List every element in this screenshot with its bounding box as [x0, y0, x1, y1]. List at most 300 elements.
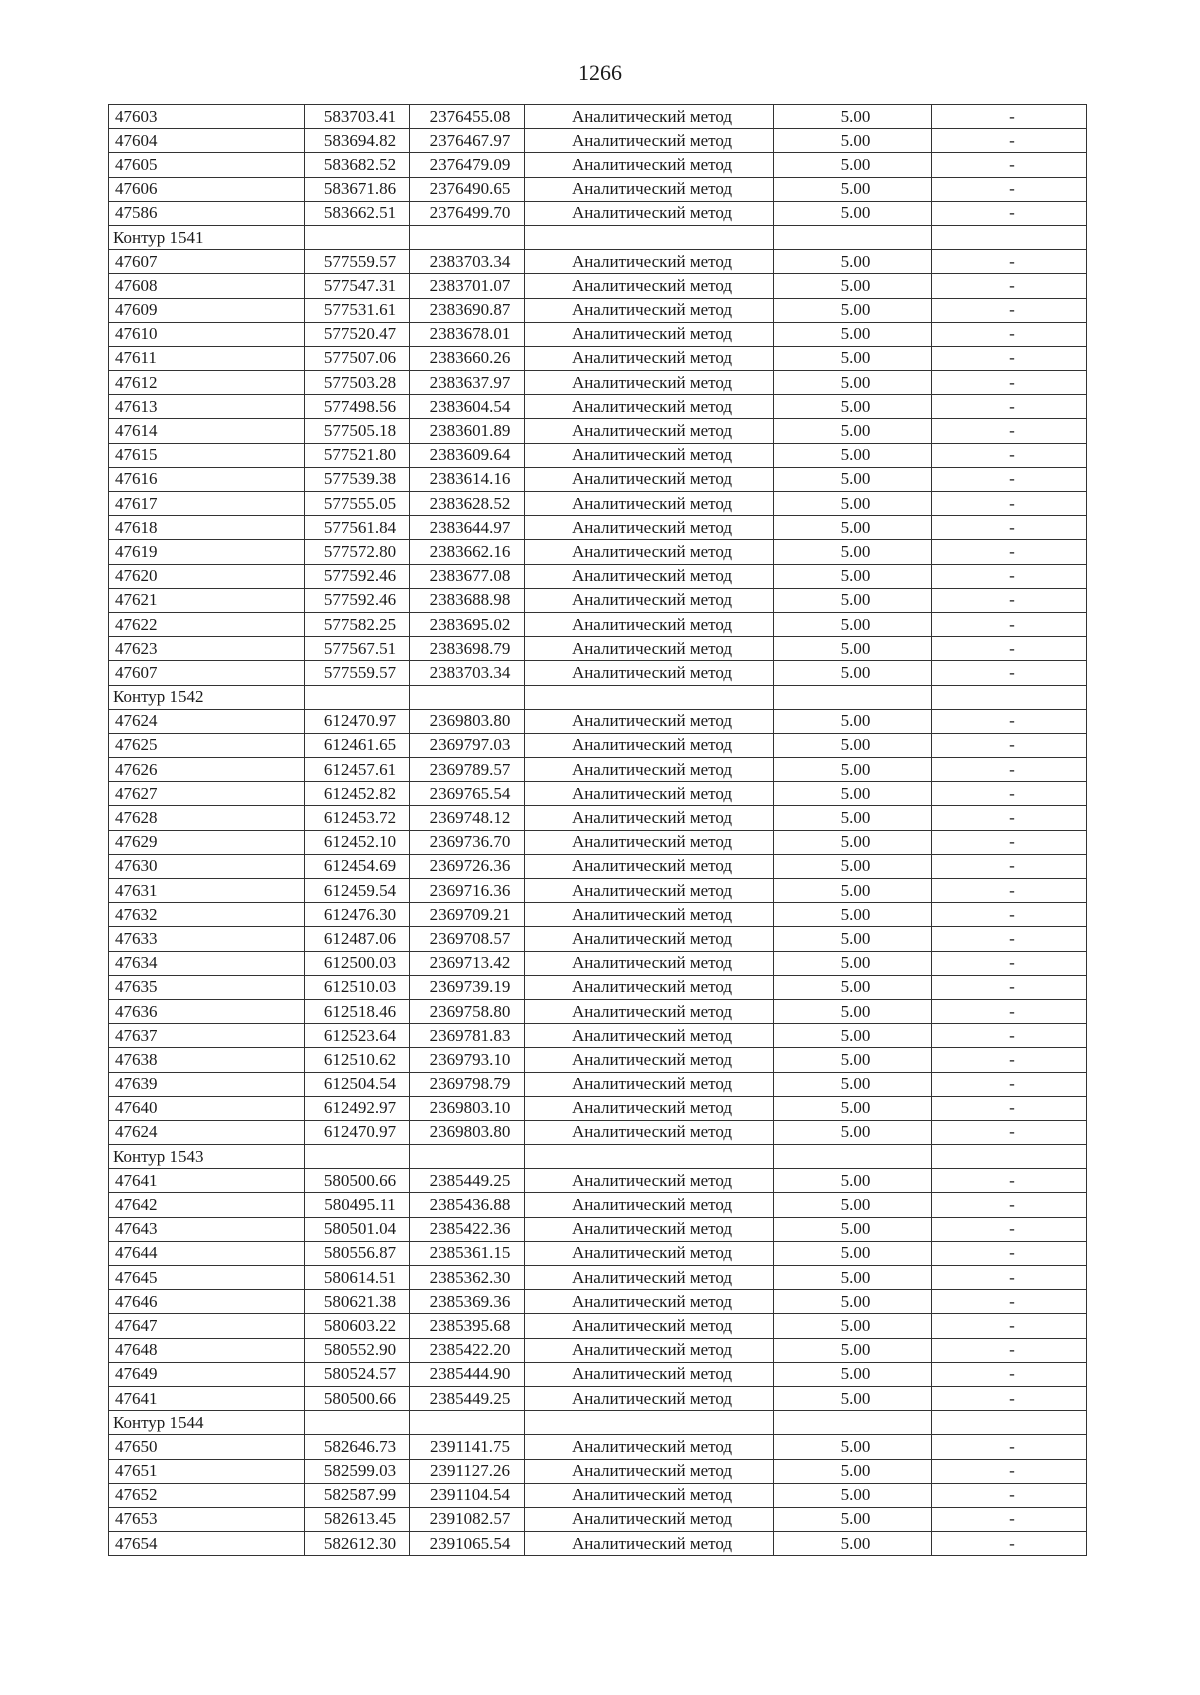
accuracy-cell: 5.00	[774, 588, 932, 612]
point-number-cell: 47645	[109, 1266, 305, 1290]
x-coordinate-cell: 577559.57	[305, 250, 410, 274]
accuracy-cell: 5.00	[774, 1386, 932, 1410]
x-coordinate-cell: 612452.82	[305, 782, 410, 806]
note-cell: -	[932, 346, 1087, 370]
point-number-cell: 47610	[109, 322, 305, 346]
method-cell: Аналитический метод	[525, 1096, 774, 1120]
method-cell: Аналитический метод	[525, 322, 774, 346]
point-number-cell: 47604	[109, 129, 305, 153]
y-coordinate-cell: 2385449.25	[410, 1169, 525, 1193]
table-row	[109, 1338, 1087, 1362]
note-cell: -	[932, 1483, 1087, 1507]
note-cell: -	[932, 806, 1087, 830]
note-cell: -	[932, 177, 1087, 201]
x-coordinate-cell: 612470.97	[305, 1120, 410, 1144]
method-cell: Аналитический метод	[525, 371, 774, 395]
y-coordinate-cell: 2383601.89	[410, 419, 525, 443]
accuracy-cell: 5.00	[774, 443, 932, 467]
point-number-cell: 47642	[109, 1193, 305, 1217]
table-row	[109, 153, 1087, 177]
accuracy-cell: 5.00	[774, 854, 932, 878]
x-coordinate-cell: 577582.25	[305, 612, 410, 636]
x-coordinate-cell: 582612.30	[305, 1532, 410, 1556]
table-row	[109, 298, 1087, 322]
method-cell: Аналитический метод	[525, 1532, 774, 1556]
x-coordinate-cell: 612454.69	[305, 854, 410, 878]
accuracy-cell: 5.00	[774, 637, 932, 661]
note-cell: -	[932, 951, 1087, 975]
x-coordinate-cell: 582613.45	[305, 1507, 410, 1531]
accuracy-cell: 5.00	[774, 129, 932, 153]
note-cell: -	[932, 733, 1087, 757]
empty-cell	[410, 685, 525, 709]
accuracy-cell: 5.00	[774, 1532, 932, 1556]
accuracy-cell: 5.00	[774, 1096, 932, 1120]
point-number-cell: 47609	[109, 298, 305, 322]
table-row	[109, 999, 1087, 1023]
y-coordinate-cell: 2383637.97	[410, 371, 525, 395]
method-cell: Аналитический метод	[525, 999, 774, 1023]
x-coordinate-cell: 580556.87	[305, 1241, 410, 1265]
method-cell: Аналитический метод	[525, 105, 774, 129]
y-coordinate-cell: 2383703.34	[410, 661, 525, 685]
method-cell: Аналитический метод	[525, 1338, 774, 1362]
accuracy-cell: 5.00	[774, 975, 932, 999]
x-coordinate-cell: 612452.10	[305, 830, 410, 854]
point-number-cell: 47651	[109, 1459, 305, 1483]
table-row	[109, 782, 1087, 806]
point-number-cell: 47644	[109, 1241, 305, 1265]
table-row	[109, 951, 1087, 975]
y-coordinate-cell: 2369758.80	[410, 999, 525, 1023]
note-cell: -	[932, 298, 1087, 322]
table-row	[109, 758, 1087, 782]
x-coordinate-cell: 583662.51	[305, 201, 410, 225]
table-row	[109, 1507, 1087, 1531]
empty-cell	[932, 685, 1087, 709]
method-cell: Аналитический метод	[525, 564, 774, 588]
accuracy-cell: 5.00	[774, 153, 932, 177]
y-coordinate-cell: 2369708.57	[410, 927, 525, 951]
method-cell: Аналитический метод	[525, 1169, 774, 1193]
y-coordinate-cell: 2391141.75	[410, 1435, 525, 1459]
x-coordinate-cell: 612492.97	[305, 1096, 410, 1120]
y-coordinate-cell: 2369781.83	[410, 1024, 525, 1048]
note-cell: -	[932, 1290, 1087, 1314]
point-number-cell: 47650	[109, 1435, 305, 1459]
table-row	[109, 1459, 1087, 1483]
point-number-cell: 47641	[109, 1386, 305, 1410]
table-row	[109, 1193, 1087, 1217]
note-cell: -	[932, 1072, 1087, 1096]
empty-cell	[525, 685, 774, 709]
note-cell: -	[932, 129, 1087, 153]
table-row	[109, 1435, 1087, 1459]
method-cell: Аналитический метод	[525, 854, 774, 878]
point-number-cell: 47629	[109, 830, 305, 854]
x-coordinate-cell: 577520.47	[305, 322, 410, 346]
y-coordinate-cell: 2385436.88	[410, 1193, 525, 1217]
note-cell: -	[932, 782, 1087, 806]
point-number-cell: 47630	[109, 854, 305, 878]
empty-cell	[305, 1411, 410, 1435]
empty-cell	[932, 225, 1087, 249]
x-coordinate-cell: 577503.28	[305, 371, 410, 395]
table-row	[109, 612, 1087, 636]
table-row	[109, 1072, 1087, 1096]
method-cell: Аналитический метод	[525, 1386, 774, 1410]
x-coordinate-cell: 577498.56	[305, 395, 410, 419]
accuracy-cell: 5.00	[774, 758, 932, 782]
point-number-cell: 47627	[109, 782, 305, 806]
table-row	[109, 637, 1087, 661]
y-coordinate-cell: 2383662.16	[410, 540, 525, 564]
x-coordinate-cell: 580603.22	[305, 1314, 410, 1338]
table-row	[109, 661, 1087, 685]
note-cell: -	[932, 1048, 1087, 1072]
point-number-cell: 47611	[109, 346, 305, 370]
table-row	[109, 516, 1087, 540]
method-cell: Аналитический метод	[525, 1507, 774, 1531]
note-cell: -	[932, 419, 1087, 443]
x-coordinate-cell: 577507.06	[305, 346, 410, 370]
table-row	[109, 1048, 1087, 1072]
accuracy-cell: 5.00	[774, 1024, 932, 1048]
y-coordinate-cell: 2383703.34	[410, 250, 525, 274]
point-number-cell: 47636	[109, 999, 305, 1023]
table-row	[109, 1169, 1087, 1193]
table-row	[109, 564, 1087, 588]
x-coordinate-cell: 583694.82	[305, 129, 410, 153]
point-number-cell: 47606	[109, 177, 305, 201]
empty-cell	[774, 1145, 932, 1169]
method-cell: Аналитический метод	[525, 637, 774, 661]
y-coordinate-cell: 2369709.21	[410, 903, 525, 927]
note-cell: -	[932, 201, 1087, 225]
method-cell: Аналитический метод	[525, 1241, 774, 1265]
contour-label: Контур 1544	[109, 1411, 305, 1435]
note-cell: -	[932, 322, 1087, 346]
x-coordinate-cell: 577505.18	[305, 419, 410, 443]
table-row	[109, 1532, 1087, 1556]
note-cell: -	[932, 1193, 1087, 1217]
contour-label: Контур 1541	[109, 225, 305, 249]
y-coordinate-cell: 2369716.36	[410, 879, 525, 903]
point-number-cell: 47626	[109, 758, 305, 782]
method-cell: Аналитический метод	[525, 1217, 774, 1241]
table-row	[109, 371, 1087, 395]
accuracy-cell: 5.00	[774, 516, 932, 540]
method-cell: Аналитический метод	[525, 733, 774, 757]
note-cell: -	[932, 1338, 1087, 1362]
x-coordinate-cell: 580495.11	[305, 1193, 410, 1217]
y-coordinate-cell: 2391082.57	[410, 1507, 525, 1531]
empty-cell	[525, 225, 774, 249]
note-cell: -	[932, 1435, 1087, 1459]
table-row	[109, 903, 1087, 927]
method-cell: Аналитический метод	[525, 201, 774, 225]
table-row	[109, 129, 1087, 153]
table-row	[109, 201, 1087, 225]
accuracy-cell: 5.00	[774, 709, 932, 733]
point-number-cell: 47646	[109, 1290, 305, 1314]
x-coordinate-cell: 580621.38	[305, 1290, 410, 1314]
point-number-cell: 47613	[109, 395, 305, 419]
accuracy-cell: 5.00	[774, 1048, 932, 1072]
method-cell: Аналитический метод	[525, 492, 774, 516]
note-cell: -	[932, 661, 1087, 685]
point-number-cell: 47622	[109, 612, 305, 636]
note-cell: -	[932, 371, 1087, 395]
point-number-cell: 47623	[109, 637, 305, 661]
y-coordinate-cell: 2369803.80	[410, 1120, 525, 1144]
note-cell: -	[932, 1266, 1087, 1290]
x-coordinate-cell: 612470.97	[305, 709, 410, 733]
method-cell: Аналитический метод	[525, 1435, 774, 1459]
accuracy-cell: 5.00	[774, 177, 932, 201]
table-row	[109, 443, 1087, 467]
note-cell: -	[932, 274, 1087, 298]
note-cell: -	[932, 927, 1087, 951]
accuracy-cell: 5.00	[774, 492, 932, 516]
x-coordinate-cell: 577555.05	[305, 492, 410, 516]
empty-cell	[525, 1145, 774, 1169]
point-number-cell: 47640	[109, 1096, 305, 1120]
accuracy-cell: 5.00	[774, 1338, 932, 1362]
x-coordinate-cell: 583703.41	[305, 105, 410, 129]
point-number-cell: 47614	[109, 419, 305, 443]
point-number-cell: 47608	[109, 274, 305, 298]
accuracy-cell: 5.00	[774, 903, 932, 927]
method-cell: Аналитический метод	[525, 951, 774, 975]
method-cell: Аналитический метод	[525, 927, 774, 951]
accuracy-cell: 5.00	[774, 1290, 932, 1314]
note-cell: -	[932, 1314, 1087, 1338]
point-number-cell: 47628	[109, 806, 305, 830]
accuracy-cell: 5.00	[774, 1266, 932, 1290]
point-number-cell: 47648	[109, 1338, 305, 1362]
method-cell: Аналитический метод	[525, 419, 774, 443]
table-row	[109, 854, 1087, 878]
x-coordinate-cell: 582599.03	[305, 1459, 410, 1483]
note-cell: -	[932, 709, 1087, 733]
table-row	[109, 879, 1087, 903]
x-coordinate-cell: 612518.46	[305, 999, 410, 1023]
method-cell: Аналитический метод	[525, 274, 774, 298]
method-cell: Аналитический метод	[525, 346, 774, 370]
y-coordinate-cell: 2385422.36	[410, 1217, 525, 1241]
y-coordinate-cell: 2383644.97	[410, 516, 525, 540]
table-row	[109, 927, 1087, 951]
y-coordinate-cell: 2369713.42	[410, 951, 525, 975]
empty-cell	[774, 685, 932, 709]
note-cell: -	[932, 1386, 1087, 1410]
table-row	[109, 492, 1087, 516]
note-cell: -	[932, 153, 1087, 177]
accuracy-cell: 5.00	[774, 540, 932, 564]
accuracy-cell: 5.00	[774, 1362, 932, 1386]
method-cell: Аналитический метод	[525, 830, 774, 854]
method-cell: Аналитический метод	[525, 1290, 774, 1314]
empty-cell	[305, 1145, 410, 1169]
empty-cell	[305, 685, 410, 709]
method-cell: Аналитический метод	[525, 443, 774, 467]
accuracy-cell: 5.00	[774, 1483, 932, 1507]
x-coordinate-cell: 577592.46	[305, 588, 410, 612]
x-coordinate-cell: 577521.80	[305, 443, 410, 467]
accuracy-cell: 5.00	[774, 1435, 932, 1459]
y-coordinate-cell: 2385362.30	[410, 1266, 525, 1290]
accuracy-cell: 5.00	[774, 201, 932, 225]
method-cell: Аналитический метод	[525, 709, 774, 733]
accuracy-cell: 5.00	[774, 733, 932, 757]
contour-row	[109, 1411, 1087, 1435]
method-cell: Аналитический метод	[525, 1314, 774, 1338]
x-coordinate-cell: 577531.61	[305, 298, 410, 322]
point-number-cell: 47616	[109, 467, 305, 491]
table-row	[109, 395, 1087, 419]
method-cell: Аналитический метод	[525, 129, 774, 153]
empty-cell	[410, 1145, 525, 1169]
method-cell: Аналитический метод	[525, 1024, 774, 1048]
accuracy-cell: 5.00	[774, 564, 932, 588]
note-cell: -	[932, 1024, 1087, 1048]
x-coordinate-cell: 612461.65	[305, 733, 410, 757]
y-coordinate-cell: 2385395.68	[410, 1314, 525, 1338]
method-cell: Аналитический метод	[525, 153, 774, 177]
y-coordinate-cell: 2383609.64	[410, 443, 525, 467]
method-cell: Аналитический метод	[525, 395, 774, 419]
x-coordinate-cell: 612523.64	[305, 1024, 410, 1048]
x-coordinate-cell: 582646.73	[305, 1435, 410, 1459]
empty-cell	[305, 225, 410, 249]
table-row	[109, 1290, 1087, 1314]
point-number-cell: 47621	[109, 588, 305, 612]
x-coordinate-cell: 612500.03	[305, 951, 410, 975]
point-number-cell: 47641	[109, 1169, 305, 1193]
x-coordinate-cell: 577547.31	[305, 274, 410, 298]
point-number-cell: 47652	[109, 1483, 305, 1507]
y-coordinate-cell: 2383690.87	[410, 298, 525, 322]
accuracy-cell: 5.00	[774, 322, 932, 346]
method-cell: Аналитический метод	[525, 298, 774, 322]
y-coordinate-cell: 2369736.70	[410, 830, 525, 854]
note-cell: -	[932, 830, 1087, 854]
x-coordinate-cell: 612487.06	[305, 927, 410, 951]
y-coordinate-cell: 2376490.65	[410, 177, 525, 201]
accuracy-cell: 5.00	[774, 250, 932, 274]
note-cell: -	[932, 250, 1087, 274]
x-coordinate-cell: 612476.30	[305, 903, 410, 927]
x-coordinate-cell: 577572.80	[305, 540, 410, 564]
accuracy-cell: 5.00	[774, 467, 932, 491]
table-row	[109, 467, 1087, 491]
method-cell: Аналитический метод	[525, 177, 774, 201]
y-coordinate-cell: 2385449.25	[410, 1386, 525, 1410]
y-coordinate-cell: 2369803.10	[410, 1096, 525, 1120]
y-coordinate-cell: 2391127.26	[410, 1459, 525, 1483]
point-number-cell: 47647	[109, 1314, 305, 1338]
accuracy-cell: 5.00	[774, 1507, 932, 1531]
y-coordinate-cell: 2369793.10	[410, 1048, 525, 1072]
note-cell: -	[932, 1532, 1087, 1556]
contour-label: Контур 1542	[109, 685, 305, 709]
accuracy-cell: 5.00	[774, 1217, 932, 1241]
x-coordinate-cell: 612504.54	[305, 1072, 410, 1096]
y-coordinate-cell: 2385361.15	[410, 1241, 525, 1265]
note-cell: -	[932, 1459, 1087, 1483]
accuracy-cell: 5.00	[774, 1169, 932, 1193]
accuracy-cell: 5.00	[774, 612, 932, 636]
y-coordinate-cell: 2376479.09	[410, 153, 525, 177]
x-coordinate-cell: 583682.52	[305, 153, 410, 177]
accuracy-cell: 5.00	[774, 1072, 932, 1096]
accuracy-cell: 5.00	[774, 830, 932, 854]
empty-cell	[410, 225, 525, 249]
method-cell: Аналитический метод	[525, 903, 774, 927]
table-row	[109, 1483, 1087, 1507]
note-cell: -	[932, 903, 1087, 927]
y-coordinate-cell: 2369748.12	[410, 806, 525, 830]
y-coordinate-cell: 2383628.52	[410, 492, 525, 516]
table-row	[109, 1266, 1087, 1290]
note-cell: -	[932, 105, 1087, 129]
note-cell: -	[932, 637, 1087, 661]
contour-label: Контур 1543	[109, 1145, 305, 1169]
x-coordinate-cell: 577559.57	[305, 661, 410, 685]
x-coordinate-cell: 580500.66	[305, 1386, 410, 1410]
point-number-cell: 47637	[109, 1024, 305, 1048]
point-number-cell: 47617	[109, 492, 305, 516]
table-row	[109, 1241, 1087, 1265]
note-cell: -	[932, 1241, 1087, 1265]
x-coordinate-cell: 612453.72	[305, 806, 410, 830]
table-row	[109, 1362, 1087, 1386]
table-row	[109, 250, 1087, 274]
contour-row	[109, 225, 1087, 249]
accuracy-cell: 5.00	[774, 371, 932, 395]
method-cell: Аналитический метод	[525, 540, 774, 564]
y-coordinate-cell: 2369726.36	[410, 854, 525, 878]
point-number-cell: 47654	[109, 1532, 305, 1556]
table-row	[109, 1386, 1087, 1410]
method-cell: Аналитический метод	[525, 879, 774, 903]
point-number-cell: 47639	[109, 1072, 305, 1096]
x-coordinate-cell: 612457.61	[305, 758, 410, 782]
x-coordinate-cell: 580500.66	[305, 1169, 410, 1193]
note-cell: -	[932, 854, 1087, 878]
x-coordinate-cell: 580552.90	[305, 1338, 410, 1362]
y-coordinate-cell: 2383698.79	[410, 637, 525, 661]
method-cell: Аналитический метод	[525, 1193, 774, 1217]
table-row	[109, 975, 1087, 999]
point-number-cell: 47632	[109, 903, 305, 927]
y-coordinate-cell: 2385444.90	[410, 1362, 525, 1386]
accuracy-cell: 5.00	[774, 1459, 932, 1483]
table-row	[109, 322, 1087, 346]
point-number-cell: 47633	[109, 927, 305, 951]
method-cell: Аналитический метод	[525, 1483, 774, 1507]
note-cell: -	[932, 612, 1087, 636]
point-number-cell: 47612	[109, 371, 305, 395]
accuracy-cell: 5.00	[774, 105, 932, 129]
table-row	[109, 709, 1087, 733]
table-row	[109, 588, 1087, 612]
empty-cell	[774, 225, 932, 249]
table-row	[109, 419, 1087, 443]
note-cell: -	[932, 879, 1087, 903]
point-number-cell: 47643	[109, 1217, 305, 1241]
